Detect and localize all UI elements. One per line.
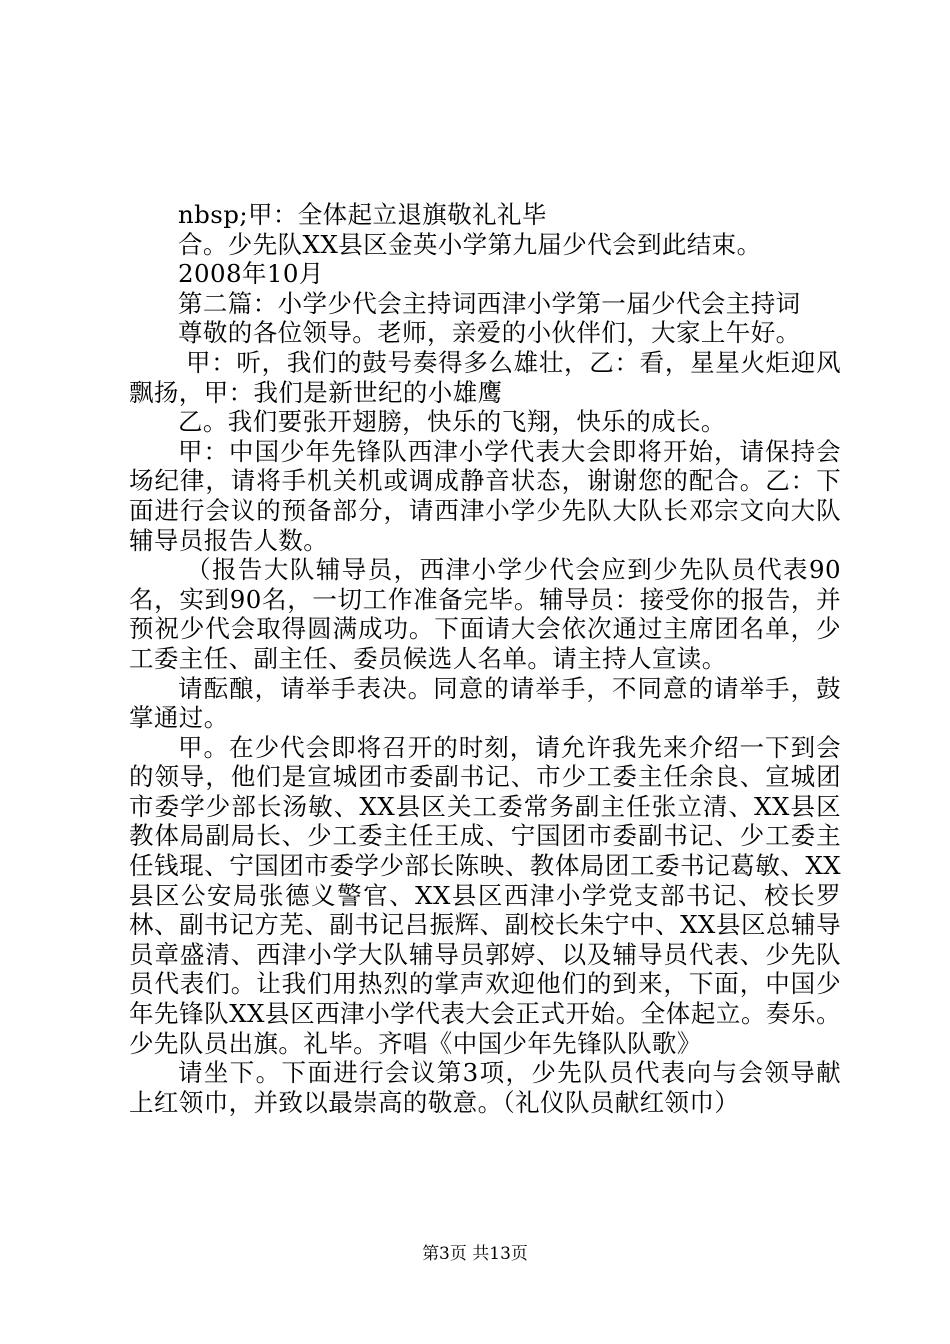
paragraph-9: （报告大队辅导员，西津小学少代会应到少先队员代表90名，实到90名，一切工作准备完毕。辅导员：接受你的报告，并预祝少代会取得圆满成功。下面请大会依次通过主席团名单，少工委主任、副主任、委员候选人名单。请主持人宣读。 — [129, 555, 841, 673]
paragraph-4: 第二篇：小学少代会主持词西津小学第一届少代会主持词 — [178, 288, 801, 318]
paragraph-11: 甲。在少代会即将召开的时刻，请允许我先来介绍一下到会的领导，他们是宣城团市委副书记、市少工委主任余良、宣城团市委学少部长汤敏、XX县区关工委常务副主任张立清、XX县区教体局副局长、少工委主任王成、宁国团市委副书记、少工委主任钱琨、宁国团市委学少部长陈映、教体局团工委书记葛敏、XX县区公安局张德义警官、XX县区西津小学党支部书记、校长罗林、副书记方芜、副书记吕振辉、副校长朱宁中、XX县区总辅导员章盛清、西津小学大队辅导员郭婷、以及辅导员代表、少先队员代表们。让我们用热烈的掌声欢迎他们的到来，下面，中国少年先锋队XX县区西津小学代表大会正式开始。全体起立。奏乐。少先队员出旗。礼毕。齐唱《中国少年先锋队队歌》 — [129, 732, 841, 1058]
paragraph-7: 乙。我们要张开翅膀，快乐的飞翔，快乐的成长。 — [178, 407, 726, 437]
paragraph-2: 合。少先队XX县区金英小学第九届少代会到此结束。 — [178, 229, 762, 259]
paragraph-3: 2008年10月 — [178, 259, 324, 289]
paragraph-6: 甲：听，我们的鼓号奏得多么雄壮，乙：看，星星火炬迎风飘扬，甲：我们是新世纪的小雄鹰 — [129, 347, 841, 407]
paragraph-8: 甲：中国少年先锋队西津小学代表大会即将开始，请保持会场纪律，请将手机关机或调成静音状态，谢谢您的配合。乙：下面进行会议的预备部分，请西津小学少先队大队长邓宗文向大队辅导员报告人数。 — [129, 436, 841, 555]
paragraph-5: 尊敬的各位领导。老师，亲爱的小伙伴们，大家上午好。 — [178, 318, 801, 348]
paragraph-12: 请坐下。下面进行会议第3项，少先队员代表向与会领导献上红领巾，并致以最崇高的敬意。（礼仪队员献红领巾） — [129, 1058, 841, 1117]
page-footer: 第3页 共13页 — [422, 1244, 528, 1264]
paragraph-10: 请酝酿，请举手表决。同意的请举手，不同意的请举手，鼓掌通过。 — [129, 673, 841, 733]
paragraph-1: nbsp;甲：全体起立退旗敬礼礼毕 — [178, 200, 547, 229]
document-body — [129, 200, 841, 1117]
